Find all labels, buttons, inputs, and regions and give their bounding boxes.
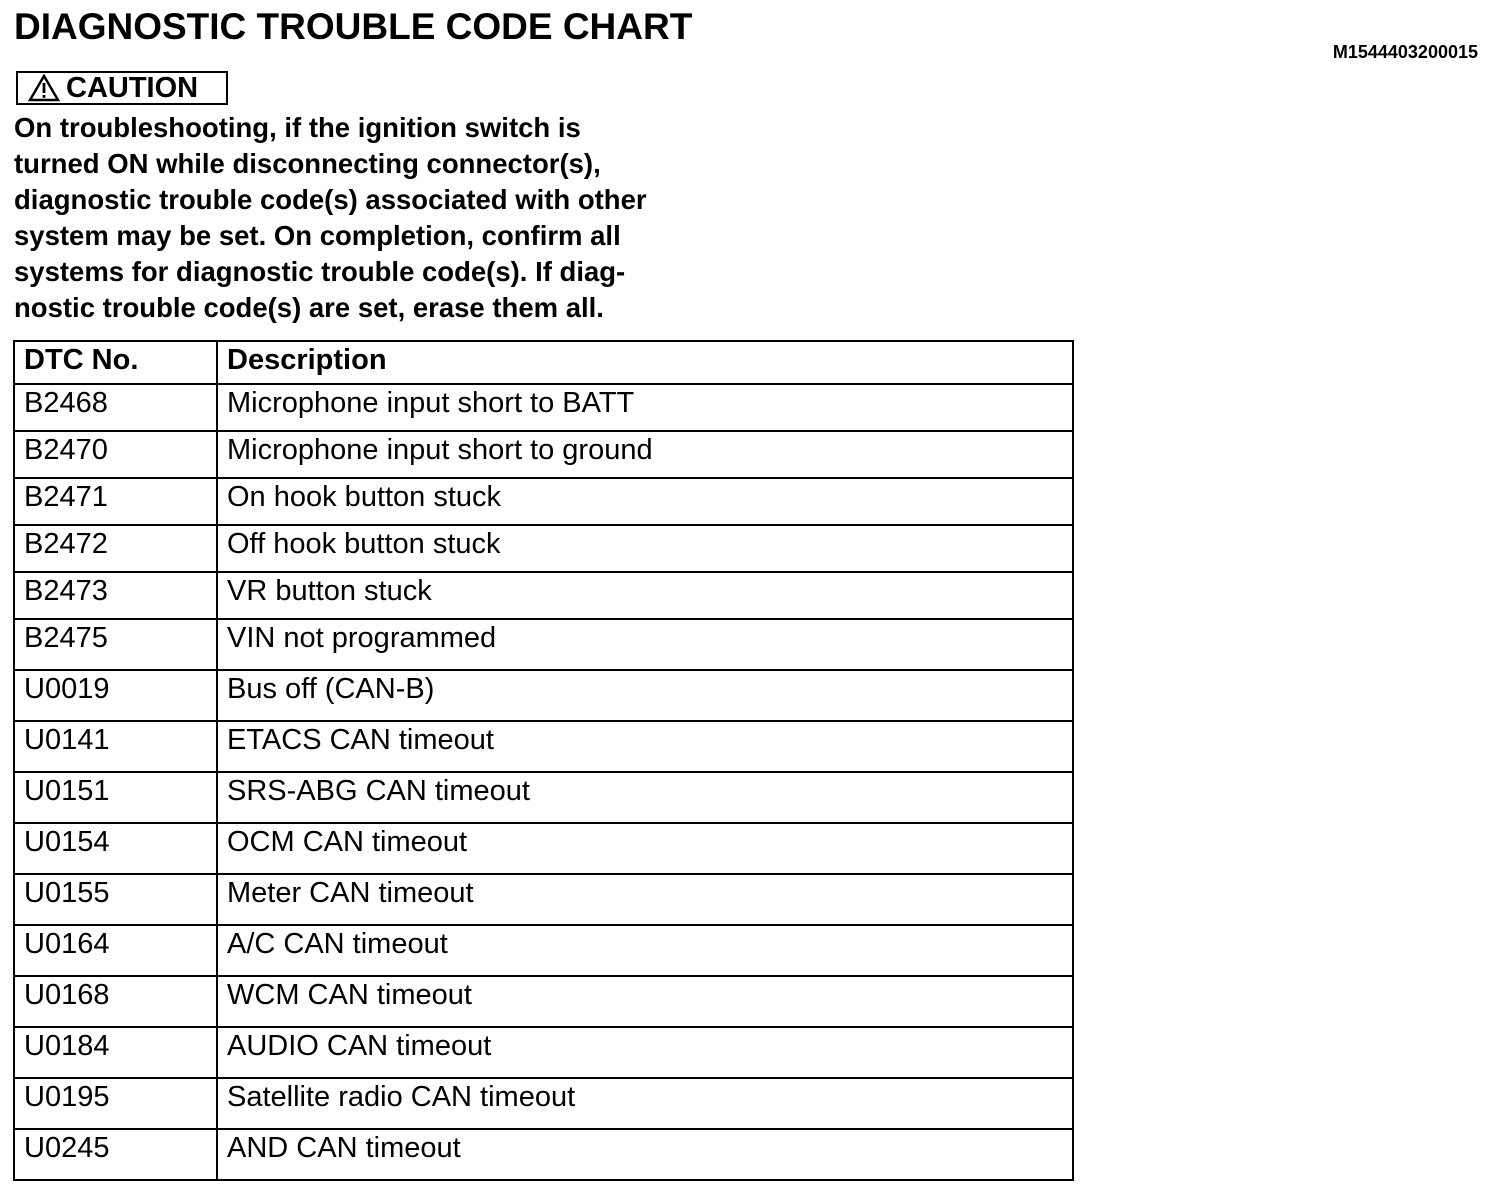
dtc-description: Off hook button stuck	[217, 525, 1073, 572]
table-row	[14, 1078, 1073, 1129]
table-row	[14, 670, 1073, 721]
dtc-code: B2473	[14, 572, 217, 619]
dtc-code: B2470	[14, 431, 217, 478]
dtc-code: U0195	[14, 1078, 217, 1129]
dtc-description: ETACS CAN timeout	[217, 721, 1073, 772]
document-id: M1544403200015	[1332, 42, 1478, 62]
table-row	[14, 874, 1073, 925]
table-header-row	[14, 341, 1073, 384]
table-row	[14, 478, 1073, 525]
dtc-table	[13, 340, 1074, 1181]
dtc-description: WCM CAN timeout	[217, 976, 1073, 1027]
caution-box	[16, 71, 228, 105]
dtc-code: U0019	[14, 670, 217, 721]
dtc-description: Microphone input short to BATT	[217, 384, 1073, 431]
caution-text	[14, 110, 734, 326]
table-row	[14, 1129, 1073, 1180]
page-title: DIAGNOSTIC TROUBLE CODE CHART	[14, 6, 693, 47]
dtc-description: OCM CAN timeout	[217, 823, 1073, 874]
dtc-description: Meter CAN timeout	[217, 874, 1073, 925]
dtc-code: U0141	[14, 721, 217, 772]
dtc-code: U0168	[14, 976, 217, 1027]
caution-text-line: turned ON while disconnecting connector(s),	[14, 148, 601, 179]
dtc-description: A/C CAN timeout	[217, 925, 1073, 976]
dtc-code: U0155	[14, 874, 217, 925]
dtc-description: Bus off (CAN-B)	[217, 670, 1073, 721]
dtc-code: B2468	[14, 384, 217, 431]
dtc-description: VR button stuck	[217, 572, 1073, 619]
dtc-code: U0151	[14, 772, 217, 823]
table-row	[14, 1027, 1073, 1078]
table-row	[14, 525, 1073, 572]
dtc-description: VIN not programmed	[217, 619, 1073, 670]
dtc-description: SRS-ABG CAN timeout	[217, 772, 1073, 823]
dtc-code: U0184	[14, 1027, 217, 1078]
dtc-code: B2475	[14, 619, 217, 670]
dtc-code: B2472	[14, 525, 217, 572]
dtc-description: Microphone input short to ground	[217, 431, 1073, 478]
dtc-code: U0245	[14, 1129, 217, 1180]
caution-text-line: systems for diagnostic trouble code(s). If diag-	[14, 256, 626, 287]
table-row	[14, 925, 1073, 976]
caution-label: CAUTION	[66, 71, 199, 104]
dtc-description: AUDIO CAN timeout	[217, 1027, 1073, 1078]
dtc-description: Satellite radio CAN timeout	[217, 1078, 1073, 1129]
table-row	[14, 823, 1073, 874]
dtc-code: B2471	[14, 478, 217, 525]
table-row	[14, 976, 1073, 1027]
table-row	[14, 431, 1073, 478]
caution-text-line: system may be set. On completion, confirm all	[14, 220, 621, 251]
table-row	[14, 384, 1073, 431]
column-header-description: Description	[217, 341, 1073, 384]
caution-text-line: diagnostic trouble code(s) associated with other	[14, 184, 647, 215]
warning-triangle-icon	[28, 74, 60, 102]
dtc-code: U0164	[14, 925, 217, 976]
dtc-description: AND CAN timeout	[217, 1129, 1073, 1180]
table-row	[14, 572, 1073, 619]
column-header-dtc-no: DTC No.	[14, 341, 217, 384]
table-row	[14, 721, 1073, 772]
dtc-description: On hook button stuck	[217, 478, 1073, 525]
table-row	[14, 619, 1073, 670]
caution-text-line: nostic trouble code(s) are set, erase them all.	[14, 292, 604, 323]
table-row	[14, 772, 1073, 823]
dtc-code: U0154	[14, 823, 217, 874]
caution-text-line: On troubleshooting, if the ignition switch is	[14, 112, 581, 143]
